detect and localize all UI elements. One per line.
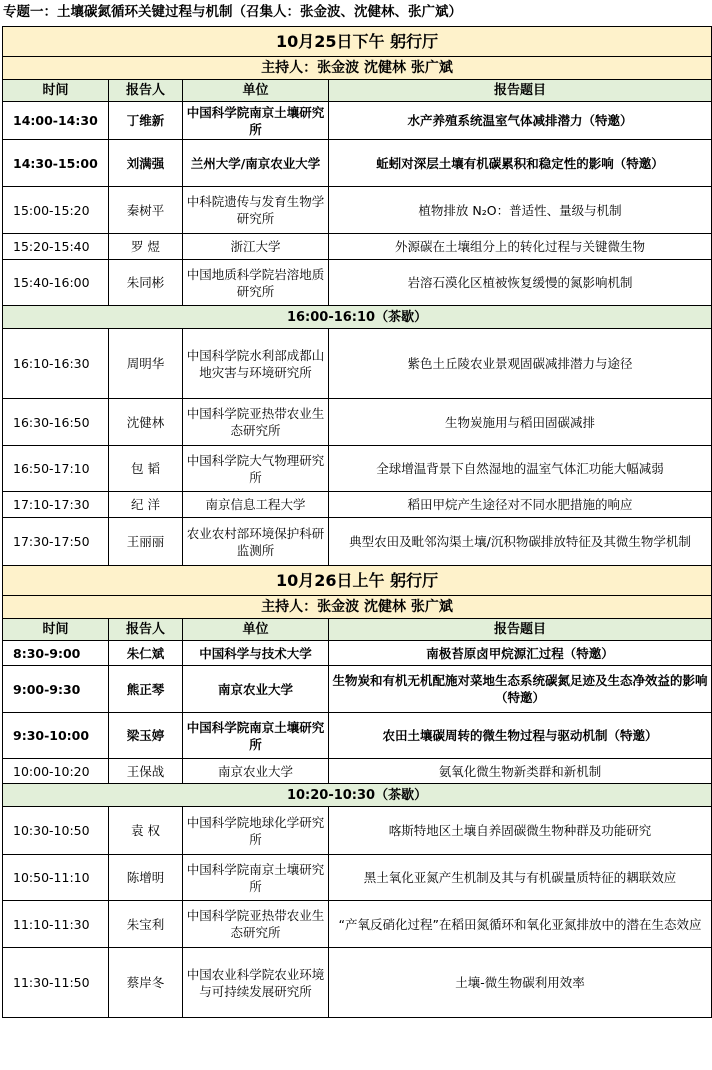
talk-row [3, 518, 712, 566]
talk-time: 9:00-9:30 [3, 666, 109, 713]
talk-speaker: 熊正琴 [109, 666, 183, 713]
col-header-time: 时间 [3, 80, 109, 102]
talk-speaker: 秦树平 [109, 187, 183, 234]
talk-speaker: 王保战 [109, 759, 183, 784]
talk-time: 8:30-9:00 [3, 641, 109, 666]
talk-row [3, 713, 712, 759]
talk-speaker: 袁 权 [109, 807, 183, 855]
talk-time: 14:00-14:30 [3, 102, 109, 140]
talk-speaker: 朱同彬 [109, 260, 183, 306]
talk-time: 11:30-11:50 [3, 948, 109, 1018]
talk-topic: 紫色土丘陵农业景观固碳减排潜力与途径 [329, 329, 712, 399]
talk-speaker: 周明华 [109, 329, 183, 399]
talk-speaker: 朱仁斌 [109, 641, 183, 666]
talk-topic: 稻田甲烷产生途径对不同水肥措施的响应 [329, 492, 712, 518]
talk-time: 10:50-11:10 [3, 855, 109, 901]
column-header-row [3, 619, 712, 641]
talk-topic: 外源碳在土壤组分上的转化过程与关键微生物 [329, 234, 712, 260]
talk-unit: 兰州大学/南京农业大学 [183, 140, 329, 187]
talk-unit: 中国农业科学院农业环境与可持续发展研究所 [183, 948, 329, 1018]
talk-row [3, 807, 712, 855]
talk-time: 11:10-11:30 [3, 901, 109, 948]
talk-time: 17:30-17:50 [3, 518, 109, 566]
talk-time: 16:30-16:50 [3, 399, 109, 446]
talk-speaker: 纪 洋 [109, 492, 183, 518]
talk-topic: 农田土壤碳周转的微生物过程与驱动机制（特邀） [329, 713, 712, 759]
host-row [3, 596, 712, 619]
talk-row [3, 399, 712, 446]
talk-topic: 岩溶石漠化区植被恢复缓慢的氮影响机制 [329, 260, 712, 306]
day-header: 10月26日上午 躬行厅 [3, 566, 712, 596]
col-header-unit: 单位 [183, 619, 329, 641]
talk-unit: 中国科学院南京土壤研究所 [183, 855, 329, 901]
talk-unit: 中国科学院南京土壤研究所 [183, 102, 329, 140]
talk-row [3, 641, 712, 666]
talk-row [3, 901, 712, 948]
col-header-speaker: 报告人 [109, 80, 183, 102]
talk-unit: 中国科学院南京土壤研究所 [183, 713, 329, 759]
talk-speaker: 朱宝利 [109, 901, 183, 948]
talk-topic: 生物炭施用与稻田固碳减排 [329, 399, 712, 446]
talk-speaker: 刘满强 [109, 140, 183, 187]
tea-break: 10:20-10:30（茶歇） [3, 784, 712, 807]
talk-speaker: 梁玉婷 [109, 713, 183, 759]
talk-time: 17:10-17:30 [3, 492, 109, 518]
talk-topic: 植物排放 N₂O：普适性、量级与机制 [329, 187, 712, 234]
talk-unit: 中国科学院亚热带农业生态研究所 [183, 901, 329, 948]
talk-time: 10:30-10:50 [3, 807, 109, 855]
talk-row [3, 329, 712, 399]
talk-topic: 全球增温背景下自然湿地的温室气体汇功能大幅减弱 [329, 446, 712, 492]
schedule-table [2, 26, 712, 1018]
talk-speaker: 王丽丽 [109, 518, 183, 566]
day-header-row [3, 27, 712, 57]
talk-row [3, 260, 712, 306]
talk-row [3, 140, 712, 187]
talk-topic: “产氧反硝化过程”在稻田氮循环和氧化亚氮排放中的潜在生态效应 [329, 901, 712, 948]
day-header-row [3, 566, 712, 596]
talk-time: 9:30-10:00 [3, 713, 109, 759]
talk-time: 16:10-16:30 [3, 329, 109, 399]
day-header: 10月25日下午 躬行厅 [3, 27, 712, 57]
tea-break-row [3, 784, 712, 807]
talk-row [3, 492, 712, 518]
host-text: 主持人：张金波 沈健林 张广斌 [3, 596, 712, 619]
talk-topic: 生物炭和有机无机配施对菜地生态系统碳氮足迹及生态净效益的影响（特邀） [329, 666, 712, 713]
col-header-topic: 报告题目 [329, 80, 712, 102]
talk-row [3, 446, 712, 492]
talk-topic: 典型农田及毗邻沟渠土壤/沉积物碳排放特征及其微生物学机制 [329, 518, 712, 566]
talk-topic: 土壤-微生物碳利用效率 [329, 948, 712, 1018]
talk-unit: 农业农村部环境保护科研监测所 [183, 518, 329, 566]
talk-time: 14:30-15:00 [3, 140, 109, 187]
talk-unit: 中国科学院地球化学研究所 [183, 807, 329, 855]
talk-speaker: 罗 煜 [109, 234, 183, 260]
talk-unit: 中国科学院亚热带农业生态研究所 [183, 399, 329, 446]
talk-row [3, 187, 712, 234]
talk-unit: 中国科学院水利部成都山地灾害与环境研究所 [183, 329, 329, 399]
talk-speaker: 包 韬 [109, 446, 183, 492]
talk-row [3, 759, 712, 784]
talk-unit: 南京信息工程大学 [183, 492, 329, 518]
host-row [3, 57, 712, 80]
talk-row [3, 855, 712, 901]
talk-time: 15:40-16:00 [3, 260, 109, 306]
talk-unit: 南京农业大学 [183, 666, 329, 713]
talk-speaker: 沈健林 [109, 399, 183, 446]
talk-unit: 南京农业大学 [183, 759, 329, 784]
talk-row [3, 102, 712, 140]
talk-topic: 水产养殖系统温室气体减排潜力（特邀） [329, 102, 712, 140]
col-header-speaker: 报告人 [109, 619, 183, 641]
col-header-unit: 单位 [183, 80, 329, 102]
talk-unit: 中国科学院大气物理研究所 [183, 446, 329, 492]
column-header-row [3, 80, 712, 102]
talk-speaker: 蔡岸冬 [109, 948, 183, 1018]
talk-row [3, 948, 712, 1018]
host-text: 主持人：张金波 沈健林 张广斌 [3, 57, 712, 80]
talk-topic: 蚯蚓对深层土壤有机碳累积和稳定性的影响（特邀） [329, 140, 712, 187]
document-title: 专题一：土壤碳氮循环关键过程与机制（召集人：张金波、沈健林、张广斌） [3, 4, 462, 20]
col-header-topic: 报告题目 [329, 619, 712, 641]
talk-topic: 黑土氧化亚氮产生机制及其与有机碳量质特征的耦联效应 [329, 855, 712, 901]
talk-row [3, 234, 712, 260]
talk-unit: 中科院遗传与发育生物学研究所 [183, 187, 329, 234]
tea-break-row [3, 306, 712, 329]
talk-time: 10:00-10:20 [3, 759, 109, 784]
talk-speaker: 陈增明 [109, 855, 183, 901]
talk-unit: 中国地质科学院岩溶地质研究所 [183, 260, 329, 306]
talk-topic: 南极苔原卤甲烷源汇过程（特邀） [329, 641, 712, 666]
talk-time: 15:00-15:20 [3, 187, 109, 234]
col-header-time: 时间 [3, 619, 109, 641]
talk-unit: 中国科学与技术大学 [183, 641, 329, 666]
talk-row [3, 666, 712, 713]
talk-topic: 氨氧化微生物新类群和新机制 [329, 759, 712, 784]
tea-break: 16:00-16:10（茶歇） [3, 306, 712, 329]
talk-time: 16:50-17:10 [3, 446, 109, 492]
talk-unit: 浙江大学 [183, 234, 329, 260]
talk-time: 15:20-15:40 [3, 234, 109, 260]
talk-speaker: 丁维新 [109, 102, 183, 140]
talk-topic: 喀斯特地区土壤自养固碳微生物种群及功能研究 [329, 807, 712, 855]
